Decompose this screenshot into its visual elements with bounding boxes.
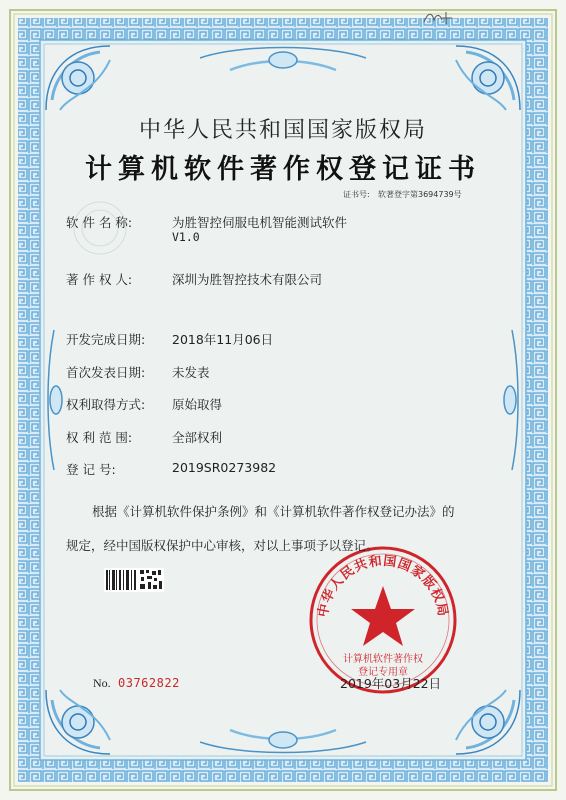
cert-number-value: 软著登字第3694739号 [378,190,462,199]
stamp-ring-text: 中华人民共和国国家版权局 [315,553,451,619]
first-publish-date-label: 首次发表日期: [66,365,146,380]
registration-number-label: 登 记 号: [66,462,116,477]
first-publish-date-value: 未发表 [172,365,210,380]
statement-line-1: 根据《计算机软件保护条例》和《计算机软件著作权登记办法》的 [92,504,455,519]
certificate-title: 计算机软件著作权登记证书 [85,154,481,185]
svg-text:中华人民共和国国家版权局 [315,553,450,618]
barcode-icon [104,568,164,592]
software-name-label: 软 件 名 称: [66,215,133,230]
rights-acquisition-label: 权利取得方式: [66,397,146,412]
rights-scope-label: 权 利 范 围: [66,430,133,445]
issue-date: 2019年03月22日 [340,676,442,691]
serial-number-value: 03762822 [118,676,180,690]
cert-number-label: 证书号: [343,190,370,199]
software-version-value: V1.0 [172,230,200,244]
issuer-title: 中华人民共和国国家版权局 [138,118,427,143]
completion-date-label: 开发完成日期: [66,332,146,347]
registration-number-value: 2019SR0273982 [172,460,277,475]
copyright-owner-label: 著 作 权 人: [66,272,133,287]
copyright-owner-value: 深圳为胜智控技术有限公司 [172,272,323,287]
statement-line-2: 规定，经中国版权保护中心审核，对以上事项予以登记。 [66,538,379,553]
serial-number-label: No. [93,676,111,690]
handwritten-mark [420,8,460,28]
rights-scope-value: 全部权利 [172,430,223,445]
completion-date-value: 2018年11月06日 [172,332,274,347]
software-name-value: 为胜智控伺服电机智能测试软件 [172,215,348,230]
rights-acquisition-value: 原始取得 [172,397,223,412]
stamp-text-layer [311,548,455,692]
stamp-inner-line-1: 计算机软件著作权 [343,654,423,665]
stamp-inner-line-2: 登记专用章 [358,667,408,678]
